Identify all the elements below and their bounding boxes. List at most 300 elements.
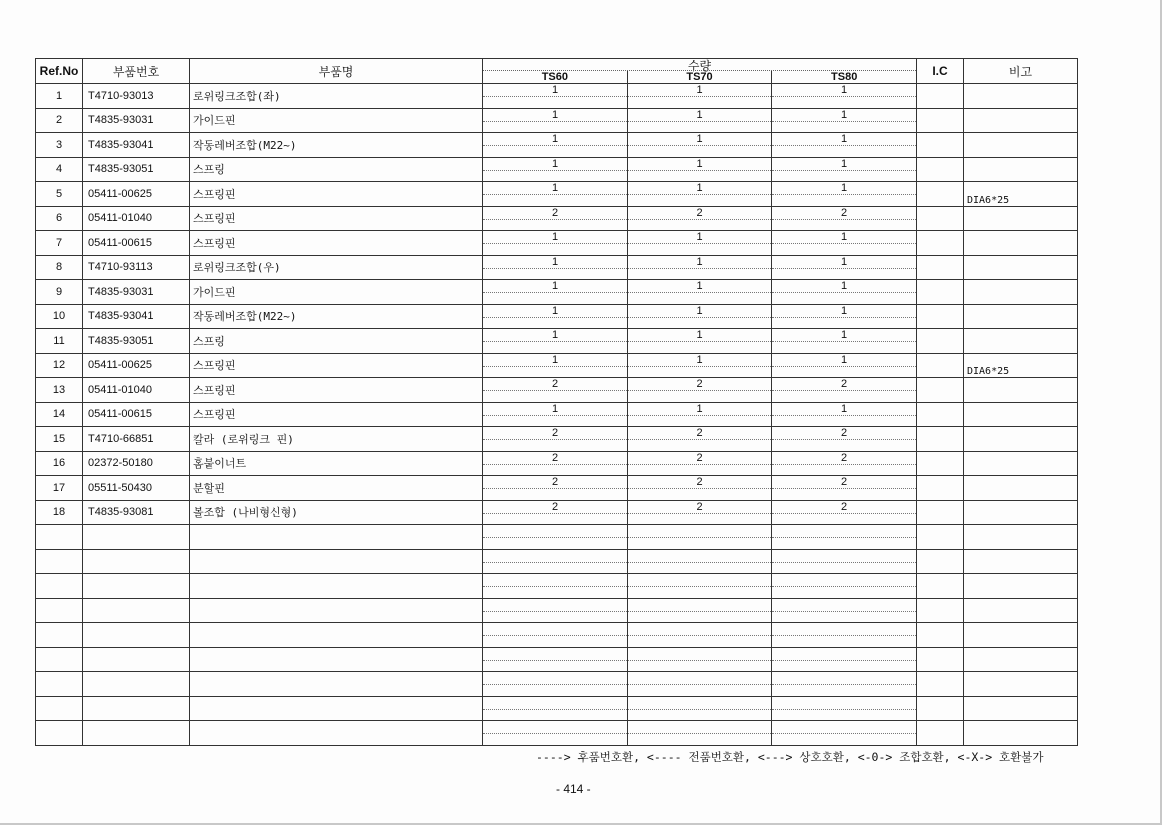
interchange-legend: ----> 후품번호환, <---- 전품번호환, <---> 상호호환, <-0-> 조합호환, <-X-> 호환불가 bbox=[536, 750, 1044, 764]
page-number: - 414 - bbox=[556, 782, 591, 796]
ref-cell: 8 bbox=[36, 255, 83, 280]
part-number-cell: 05411-00615 bbox=[83, 231, 190, 256]
qty-ts70-cell bbox=[628, 500, 772, 525]
qty-ts60-cell bbox=[483, 427, 628, 452]
part-number-cell bbox=[83, 721, 190, 746]
qty-value: 1 bbox=[551, 304, 559, 317]
qty-value: 1 bbox=[551, 133, 559, 145]
qty-ts70-cell bbox=[628, 304, 772, 329]
qty-ts70-cell bbox=[628, 280, 772, 305]
ref-cell: 4 bbox=[36, 157, 83, 182]
part-name-cell bbox=[190, 525, 483, 550]
qty-ts80-cell bbox=[772, 451, 917, 476]
part-name-cell: 스프링핀 bbox=[190, 378, 483, 403]
part-number-cell bbox=[83, 696, 190, 721]
qty-value: 2 bbox=[696, 206, 703, 219]
ic-cell bbox=[917, 206, 964, 231]
ref-cell bbox=[36, 549, 83, 574]
table-row bbox=[36, 255, 1078, 280]
qty-ts60-cell bbox=[483, 280, 628, 305]
qty-value: 1 bbox=[840, 255, 848, 268]
ic-cell bbox=[917, 525, 964, 550]
qty-value: 1 bbox=[696, 108, 703, 121]
qty-value: 2 bbox=[696, 451, 703, 464]
part-number-cell bbox=[83, 647, 190, 672]
header-remarks: 비고 bbox=[964, 59, 1078, 84]
ref-cell bbox=[36, 525, 83, 550]
empty-row bbox=[36, 598, 1078, 623]
qty-ts80-cell bbox=[772, 696, 917, 721]
qty-value: 1 bbox=[696, 402, 703, 415]
qty-value: 2 bbox=[551, 451, 559, 464]
remarks-cell bbox=[964, 574, 1078, 599]
part-name-cell: 스프링 bbox=[190, 329, 483, 354]
table-row bbox=[36, 231, 1078, 256]
part-number-cell: 05411-00625 bbox=[83, 353, 190, 378]
table-body bbox=[36, 84, 1078, 746]
part-number-cell bbox=[83, 574, 190, 599]
header-part-number: 부품번호 bbox=[83, 59, 190, 84]
ref-cell: 15 bbox=[36, 427, 83, 452]
remarks-cell bbox=[964, 623, 1078, 648]
qty-value: 1 bbox=[840, 108, 848, 121]
qty-value: 1 bbox=[551, 255, 559, 268]
qty-ts60-cell bbox=[483, 378, 628, 403]
qty-ts70-cell bbox=[628, 525, 772, 550]
qty-ts60-cell bbox=[483, 549, 628, 574]
ic-cell bbox=[917, 353, 964, 378]
qty-ts60-cell bbox=[483, 206, 628, 231]
remarks-cell bbox=[964, 672, 1078, 697]
qty-ts80-cell bbox=[772, 500, 917, 525]
ref-cell bbox=[36, 598, 83, 623]
qty-ts60-cell bbox=[483, 476, 628, 501]
ref-cell: 9 bbox=[36, 280, 83, 305]
empty-row bbox=[36, 574, 1078, 599]
ic-cell bbox=[917, 157, 964, 182]
remarks-cell bbox=[964, 157, 1078, 182]
remarks-cell bbox=[964, 231, 1078, 256]
qty-ts70-cell bbox=[628, 182, 772, 207]
qty-ts80-cell bbox=[772, 623, 917, 648]
qty-ts60-cell bbox=[483, 623, 628, 648]
qty-ts80-cell bbox=[772, 402, 917, 427]
qty-ts60-cell bbox=[483, 451, 628, 476]
remarks-cell bbox=[964, 133, 1078, 158]
qty-value: 2 bbox=[696, 500, 703, 513]
ref-cell: 13 bbox=[36, 378, 83, 403]
header-quantity: 수량 bbox=[687, 59, 712, 73]
qty-value: 2 bbox=[840, 476, 848, 488]
ref-cell: 1 bbox=[36, 84, 83, 109]
ref-cell bbox=[36, 672, 83, 697]
part-name-cell: 홈붙이너트 bbox=[190, 451, 483, 476]
ref-cell: 14 bbox=[36, 402, 83, 427]
qty-ts60-cell bbox=[483, 157, 628, 182]
part-name-cell: 스프링핀 bbox=[190, 353, 483, 378]
qty-ts80-cell bbox=[772, 647, 917, 672]
qty-value: 1 bbox=[840, 133, 848, 145]
qty-ts70-cell bbox=[628, 84, 772, 109]
qty-value: 1 bbox=[551, 231, 559, 243]
qty-ts80-cell bbox=[772, 574, 917, 599]
part-number-cell: T4835-93031 bbox=[83, 280, 190, 305]
ic-cell bbox=[917, 84, 964, 109]
qty-value: 2 bbox=[696, 476, 703, 488]
remarks-cell bbox=[964, 402, 1078, 427]
qty-value: 1 bbox=[551, 84, 559, 96]
qty-ts60-cell bbox=[483, 721, 628, 746]
part-number-cell bbox=[83, 598, 190, 623]
part-number-cell: 02372-50180 bbox=[83, 451, 190, 476]
qty-value: 1 bbox=[696, 280, 703, 292]
qty-ts70-cell bbox=[628, 476, 772, 501]
qty-ts80-cell bbox=[772, 329, 917, 354]
qty-ts70-cell bbox=[628, 598, 772, 623]
ic-cell bbox=[917, 427, 964, 452]
ic-cell bbox=[917, 672, 964, 697]
empty-row bbox=[36, 721, 1078, 746]
qty-ts70-cell bbox=[628, 623, 772, 648]
part-name-cell bbox=[190, 721, 483, 746]
table-row bbox=[36, 182, 1078, 207]
qty-ts80-cell bbox=[772, 206, 917, 231]
empty-row bbox=[36, 696, 1078, 721]
remarks-cell bbox=[964, 696, 1078, 721]
qty-value: 1 bbox=[696, 182, 703, 194]
qty-ts60-cell bbox=[483, 255, 628, 280]
ref-cell: 5 bbox=[36, 182, 83, 207]
qty-ts70-cell bbox=[628, 549, 772, 574]
ref-cell: 11 bbox=[36, 329, 83, 354]
qty-ts80-cell bbox=[772, 378, 917, 403]
qty-ts60-cell bbox=[483, 84, 628, 109]
ic-cell bbox=[917, 133, 964, 158]
empty-row bbox=[36, 647, 1078, 672]
table-row bbox=[36, 280, 1078, 305]
qty-ts60-cell bbox=[483, 182, 628, 207]
part-name-cell: 로위링크조합(좌) bbox=[190, 84, 483, 109]
remarks-cell bbox=[964, 255, 1078, 280]
qty-ts70-cell bbox=[628, 133, 772, 158]
ic-cell bbox=[917, 623, 964, 648]
qty-value: 2 bbox=[696, 427, 703, 439]
remarks-cell bbox=[964, 84, 1078, 109]
qty-ts70-cell bbox=[628, 451, 772, 476]
part-number-cell: 05411-01040 bbox=[83, 378, 190, 403]
ref-cell: 17 bbox=[36, 476, 83, 501]
part-name-cell: 로위링크조합(우) bbox=[190, 255, 483, 280]
qty-ts80-cell bbox=[772, 549, 917, 574]
remarks-cell bbox=[964, 304, 1078, 329]
ref-cell: 6 bbox=[36, 206, 83, 231]
qty-ts80-cell bbox=[772, 525, 917, 550]
part-name-cell: 볼조합 (나비형신형) bbox=[190, 500, 483, 525]
qty-value: 2 bbox=[551, 206, 559, 219]
part-number-cell: 05511-50430 bbox=[83, 476, 190, 501]
part-number-cell bbox=[83, 623, 190, 648]
qty-ts60-cell bbox=[483, 696, 628, 721]
part-number-cell: T4710-93113 bbox=[83, 255, 190, 280]
qty-value: 2 bbox=[840, 451, 848, 464]
remarks-cell: DIA6*25 bbox=[964, 353, 1078, 378]
part-name-cell: 스프링핀 bbox=[190, 402, 483, 427]
ic-cell bbox=[917, 598, 964, 623]
part-number-cell: 05411-01040 bbox=[83, 206, 190, 231]
qty-value: 1 bbox=[840, 231, 848, 243]
part-name-cell bbox=[190, 623, 483, 648]
remarks-cell bbox=[964, 329, 1078, 354]
qty-ts70-cell bbox=[628, 647, 772, 672]
qty-value: 1 bbox=[696, 84, 703, 96]
qty-ts70-cell bbox=[628, 672, 772, 697]
header-model-ts80: TS80 bbox=[771, 71, 916, 83]
qty-value: 2 bbox=[840, 500, 848, 513]
part-name-cell: 분할핀 bbox=[190, 476, 483, 501]
qty-ts60-cell bbox=[483, 231, 628, 256]
part-name-cell: 스프링 bbox=[190, 157, 483, 182]
qty-ts60-cell bbox=[483, 598, 628, 623]
part-name-cell bbox=[190, 647, 483, 672]
ref-cell bbox=[36, 623, 83, 648]
part-name-cell: 가이드핀 bbox=[190, 280, 483, 305]
qty-ts80-cell bbox=[772, 84, 917, 109]
qty-ts80-cell bbox=[772, 672, 917, 697]
table-row bbox=[36, 157, 1078, 182]
table-header-row bbox=[36, 59, 1078, 84]
part-number-cell: 05411-00625 bbox=[83, 182, 190, 207]
qty-ts80-cell bbox=[772, 182, 917, 207]
qty-ts70-cell bbox=[628, 721, 772, 746]
table-row bbox=[36, 108, 1078, 133]
qty-value: 2 bbox=[696, 378, 703, 390]
qty-ts60-cell bbox=[483, 500, 628, 525]
qty-value: 2 bbox=[551, 378, 559, 390]
ic-cell bbox=[917, 647, 964, 672]
ref-cell: 3 bbox=[36, 133, 83, 158]
ref-cell bbox=[36, 574, 83, 599]
qty-ts80-cell bbox=[772, 231, 917, 256]
qty-value: 1 bbox=[696, 353, 703, 366]
qty-ts70-cell bbox=[628, 427, 772, 452]
part-number-cell: 05411-00615 bbox=[83, 402, 190, 427]
table-row bbox=[36, 451, 1078, 476]
qty-ts80-cell bbox=[772, 157, 917, 182]
header-ic: I.C bbox=[917, 59, 964, 84]
qty-ts80-cell bbox=[772, 108, 917, 133]
qty-ts70-cell bbox=[628, 206, 772, 231]
table-row bbox=[36, 206, 1078, 231]
qty-ts70-cell bbox=[628, 329, 772, 354]
ref-cell bbox=[36, 696, 83, 721]
qty-ts70-cell bbox=[628, 255, 772, 280]
part-name-cell: 스프링핀 bbox=[190, 206, 483, 231]
part-name-cell: 작동레버조합(M22~) bbox=[190, 133, 483, 158]
qty-value: 2 bbox=[551, 500, 559, 513]
ic-cell bbox=[917, 451, 964, 476]
ic-cell bbox=[917, 280, 964, 305]
part-name-cell bbox=[190, 598, 483, 623]
qty-ts60-cell bbox=[483, 304, 628, 329]
qty-ts60-cell bbox=[483, 647, 628, 672]
qty-value: 2 bbox=[551, 476, 559, 488]
header-model-row bbox=[483, 70, 916, 83]
table-row bbox=[36, 84, 1078, 109]
qty-ts80-cell bbox=[772, 598, 917, 623]
qty-ts80-cell bbox=[772, 255, 917, 280]
header-model-ts70: TS70 bbox=[627, 71, 772, 83]
part-name-cell: 스프링핀 bbox=[190, 231, 483, 256]
qty-value: 2 bbox=[840, 378, 848, 390]
qty-ts60-cell bbox=[483, 525, 628, 550]
remarks-cell bbox=[964, 280, 1078, 305]
remarks-cell bbox=[964, 108, 1078, 133]
table-row bbox=[36, 304, 1078, 329]
table-row bbox=[36, 427, 1078, 452]
part-number-cell: T4835-93051 bbox=[83, 157, 190, 182]
ic-cell bbox=[917, 574, 964, 599]
qty-value: 1 bbox=[551, 182, 559, 194]
qty-ts60-cell bbox=[483, 133, 628, 158]
qty-value: 1 bbox=[696, 304, 703, 317]
qty-ts60-cell bbox=[483, 329, 628, 354]
qty-ts70-cell bbox=[628, 231, 772, 256]
part-name-cell: 가이드핀 bbox=[190, 108, 483, 133]
qty-ts80-cell bbox=[772, 476, 917, 501]
remarks-cell bbox=[964, 525, 1078, 550]
ic-cell bbox=[917, 329, 964, 354]
part-number-cell: T4835-93031 bbox=[83, 108, 190, 133]
qty-ts60-cell bbox=[483, 353, 628, 378]
qty-value: 2 bbox=[840, 206, 848, 219]
qty-value: 1 bbox=[696, 255, 703, 268]
qty-value: 1 bbox=[551, 108, 559, 121]
qty-value: 1 bbox=[840, 402, 848, 415]
qty-ts70-cell bbox=[628, 378, 772, 403]
qty-value: 1 bbox=[551, 353, 559, 366]
qty-value: 1 bbox=[840, 182, 848, 194]
qty-ts80-cell bbox=[772, 280, 917, 305]
qty-ts70-cell bbox=[628, 157, 772, 182]
table-row bbox=[36, 500, 1078, 525]
qty-ts80-cell bbox=[772, 353, 917, 378]
empty-row bbox=[36, 623, 1078, 648]
table-row bbox=[36, 353, 1078, 378]
ic-cell bbox=[917, 182, 964, 207]
header-quantity-group bbox=[483, 59, 917, 84]
part-number-cell: T4835-93041 bbox=[83, 133, 190, 158]
ic-cell bbox=[917, 255, 964, 280]
ic-cell bbox=[917, 108, 964, 133]
empty-row bbox=[36, 549, 1078, 574]
ic-cell bbox=[917, 476, 964, 501]
qty-value: 1 bbox=[551, 157, 559, 170]
qty-ts70-cell bbox=[628, 353, 772, 378]
qty-value: 2 bbox=[840, 427, 848, 439]
empty-row bbox=[36, 672, 1078, 697]
qty-value: 1 bbox=[551, 280, 559, 292]
remarks-cell bbox=[964, 427, 1078, 452]
qty-value: 1 bbox=[551, 402, 559, 415]
part-name-cell: 칼라 (로위링크 핀) bbox=[190, 427, 483, 452]
ic-cell bbox=[917, 549, 964, 574]
qty-ts60-cell bbox=[483, 574, 628, 599]
remarks-cell bbox=[964, 549, 1078, 574]
part-name-cell: 스프링핀 bbox=[190, 182, 483, 207]
header-ref-no: Ref.No bbox=[36, 59, 83, 84]
qty-value: 1 bbox=[551, 329, 559, 341]
remarks-cell bbox=[964, 500, 1078, 525]
remarks-cell bbox=[964, 647, 1078, 672]
ic-cell bbox=[917, 231, 964, 256]
qty-value: 1 bbox=[840, 157, 848, 170]
ref-cell: 2 bbox=[36, 108, 83, 133]
remarks-cell bbox=[964, 598, 1078, 623]
ref-cell bbox=[36, 647, 83, 672]
ic-cell bbox=[917, 696, 964, 721]
remarks-cell: DIA6*25 bbox=[964, 182, 1078, 207]
ic-cell bbox=[917, 378, 964, 403]
part-name-cell bbox=[190, 672, 483, 697]
part-name-cell: 작동레버조합(M22~) bbox=[190, 304, 483, 329]
table-row bbox=[36, 378, 1078, 403]
qty-value: 1 bbox=[696, 329, 703, 341]
qty-ts60-cell bbox=[483, 402, 628, 427]
qty-value: 1 bbox=[840, 280, 848, 292]
part-name-cell bbox=[190, 696, 483, 721]
header-model-ts60: TS60 bbox=[541, 71, 568, 83]
header-part-name: 부품명 bbox=[190, 59, 483, 84]
qty-value: 1 bbox=[696, 157, 703, 170]
qty-value: 2 bbox=[551, 427, 559, 439]
qty-ts70-cell bbox=[628, 574, 772, 599]
part-name-cell bbox=[190, 549, 483, 574]
qty-ts70-cell bbox=[628, 696, 772, 721]
remarks-cell bbox=[964, 378, 1078, 403]
ref-cell bbox=[36, 721, 83, 746]
ref-cell: 10 bbox=[36, 304, 83, 329]
remarks-cell bbox=[964, 451, 1078, 476]
ref-cell: 12 bbox=[36, 353, 83, 378]
part-number-cell bbox=[83, 525, 190, 550]
qty-ts80-cell bbox=[772, 427, 917, 452]
qty-ts80-cell bbox=[772, 133, 917, 158]
qty-ts70-cell bbox=[628, 402, 772, 427]
remarks-cell bbox=[964, 476, 1078, 501]
qty-value: 1 bbox=[840, 353, 848, 366]
empty-row bbox=[36, 525, 1078, 550]
ic-cell bbox=[917, 721, 964, 746]
ic-cell bbox=[917, 500, 964, 525]
qty-value: 1 bbox=[840, 329, 848, 341]
table-row bbox=[36, 133, 1078, 158]
remarks-cell bbox=[964, 721, 1078, 746]
qty-value: 1 bbox=[840, 304, 848, 317]
part-number-cell: T4710-93013 bbox=[83, 84, 190, 109]
table-row bbox=[36, 402, 1078, 427]
part-number-cell: T4835-93051 bbox=[83, 329, 190, 354]
part-number-cell bbox=[83, 672, 190, 697]
ic-cell bbox=[917, 402, 964, 427]
table-row bbox=[36, 476, 1078, 501]
part-number-cell: T4835-93041 bbox=[83, 304, 190, 329]
remarks-cell bbox=[964, 206, 1078, 231]
qty-value: 1 bbox=[840, 84, 848, 96]
part-name-cell bbox=[190, 574, 483, 599]
qty-ts80-cell bbox=[772, 304, 917, 329]
qty-ts60-cell bbox=[483, 672, 628, 697]
ref-cell: 16 bbox=[36, 451, 83, 476]
